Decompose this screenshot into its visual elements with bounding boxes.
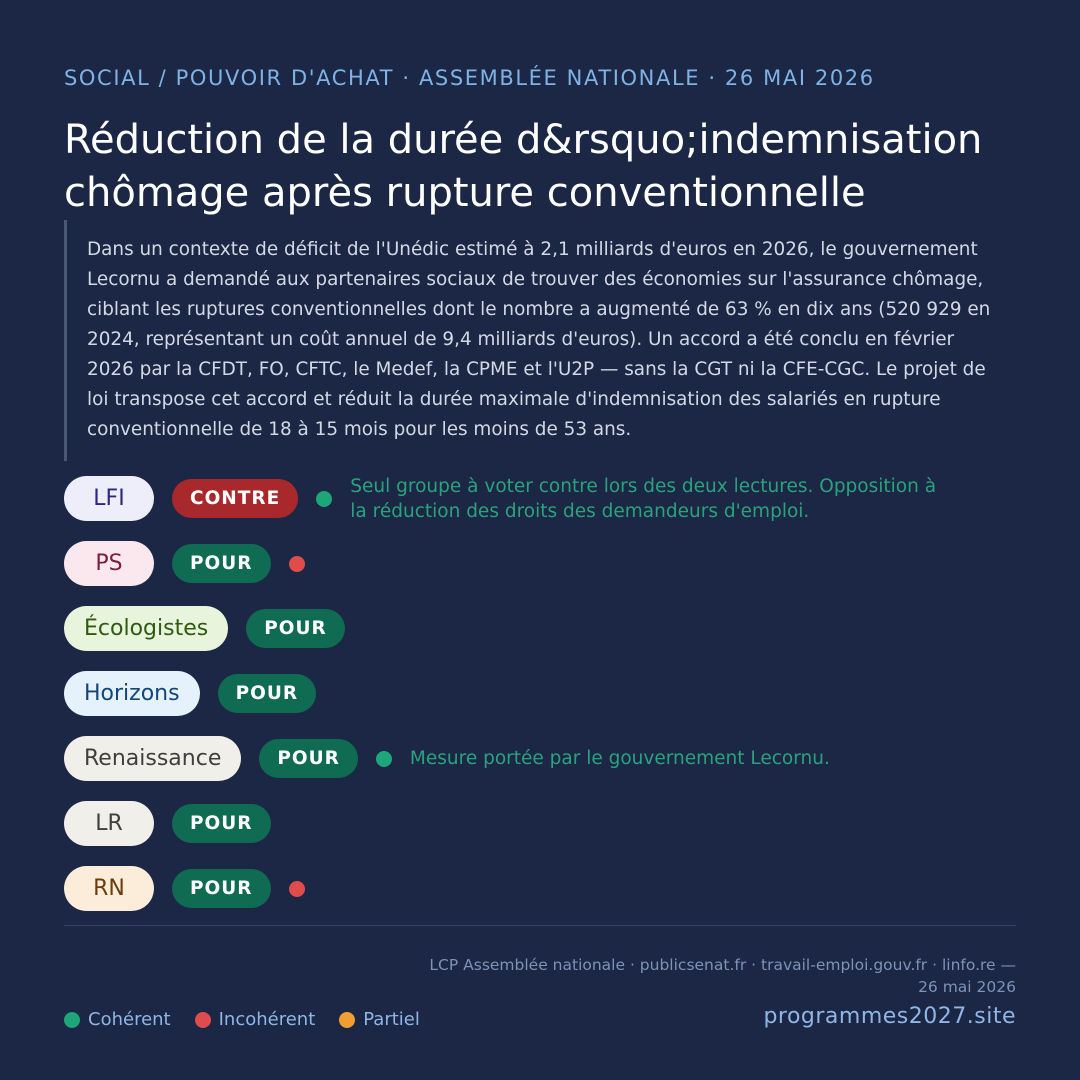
coherent-dot-icon bbox=[64, 1012, 80, 1028]
legend-item-coherent bbox=[64, 1009, 171, 1030]
vote-row-renaissance bbox=[64, 736, 1016, 781]
incoherent-dot-icon bbox=[289, 881, 305, 897]
party-badge-rn: RN bbox=[64, 866, 154, 911]
legend-label: Partiel bbox=[363, 1009, 420, 1030]
vote-row-ps bbox=[64, 541, 1016, 586]
coherent-dot-icon bbox=[376, 751, 392, 767]
vote-row-ecologistes bbox=[64, 606, 1016, 651]
legend-item-incoherent bbox=[195, 1009, 316, 1030]
vote-badge-pour: POUR bbox=[246, 609, 345, 648]
sources-text: LCP Assemblée nationale · publicsenat.fr · travail-emploi.gouv.fr · linfo.re — 26 mai 2026 bbox=[429, 956, 1016, 996]
vote-badge-pour: POUR bbox=[172, 869, 271, 908]
description-quote: Dans un contexte de déficit de l'Unédic estimé à 2,1 milliards d'euros en 2026, le gouvernement Lecornu a demandé aux partenaires sociaux de trouver des économies sur l'assurance chômage, ciblant les ruptures conventionnelles dont le nombre a augmenté de 63 % en dix ans (520 929 en 2024, représentant un coût annuel de 9,4 milliards d'euros). Un accord a été conclu en février 2026 par la CFDT, FO, CFTC, le Medef, la CPME et l'U2P — sans la CGT ni la CFE-CGC. Le projet de loi transpose cet accord et réduit la durée maximale d'indemnisation des salariés en rupture conventionnelle de 18 à 15 mois pour les moins de 53 ans. bbox=[64, 220, 994, 461]
vote-row-horizons bbox=[64, 671, 1016, 716]
legend-label: Incohérent bbox=[218, 1009, 316, 1030]
coherent-dot-icon bbox=[316, 491, 332, 507]
party-badge-renaissance: Renaissance bbox=[64, 736, 241, 781]
page-title: Réduction de la durée d&rsquo;indemnisation chômage après rupture conventionnelle bbox=[64, 117, 983, 216]
incoherent-dot-icon bbox=[195, 1012, 211, 1028]
vote-note: Mesure portée par le gouvernement Lecornu. bbox=[409, 748, 830, 769]
vote-badge-contre: CONTRE bbox=[172, 479, 298, 518]
incoherent-dot-icon bbox=[289, 556, 305, 572]
site-link[interactable]: programmes2027.site bbox=[763, 1004, 1016, 1029]
party-badge-ps: PS bbox=[64, 541, 154, 586]
vote-row-lr bbox=[64, 801, 1016, 846]
party-badge-ecologistes: Écologistes bbox=[64, 606, 228, 651]
partial-dot-icon bbox=[339, 1012, 355, 1028]
legend-item-partiel bbox=[339, 1009, 420, 1030]
vote-badge-pour: POUR bbox=[172, 544, 271, 583]
vote-row-rn bbox=[64, 866, 1016, 911]
party-badge-lr: LR bbox=[64, 801, 154, 846]
vote-row-lfi bbox=[64, 476, 1016, 521]
legend-label: Cohérent bbox=[88, 1009, 171, 1030]
vote-note: Seul groupe à voter contre lors des deux lectures. Opposition à la réduction des droits des demandeurs d'emploi. bbox=[350, 475, 937, 522]
vote-badge-pour: POUR bbox=[218, 674, 317, 713]
footer-divider bbox=[64, 925, 1016, 926]
category-kicker: SOCIAL / POUVOIR D'ACHAT · ASSEMBLÉE NATIONALE · 26 MAI 2026 bbox=[64, 66, 875, 90]
legend bbox=[64, 1009, 444, 1030]
party-badge-horizons: Horizons bbox=[64, 671, 200, 716]
vote-badge-pour: POUR bbox=[259, 739, 358, 778]
vote-badge-pour: POUR bbox=[172, 804, 271, 843]
vote-list bbox=[64, 476, 1016, 931]
party-badge-lfi: LFI bbox=[64, 476, 154, 521]
